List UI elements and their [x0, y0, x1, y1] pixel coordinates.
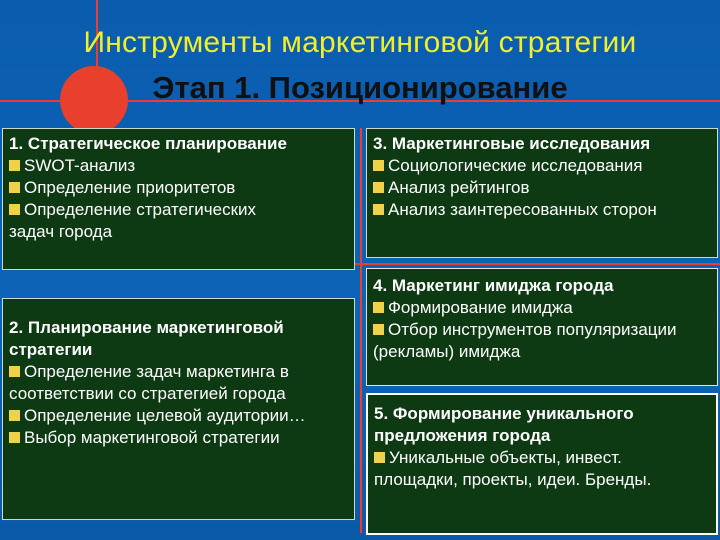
panel-marketing-research [366, 128, 718, 258]
square-bullet-icon [9, 160, 20, 171]
panel-marketing-strategy [2, 298, 355, 520]
square-bullet-icon [374, 452, 385, 463]
panel-unique-offer [366, 393, 718, 535]
panel-heading: 4. Маркетинг имиджа города [373, 276, 614, 295]
list-item: Отбор инструментов популяризации (рекламы) имиджа [373, 320, 677, 361]
list-item: SWOT-анализ [9, 155, 348, 177]
square-bullet-icon [9, 366, 20, 377]
square-bullet-icon [373, 204, 384, 215]
square-bullet-icon [9, 204, 20, 215]
square-bullet-icon [373, 324, 384, 335]
panel-heading: 2. Планирование маркетинговой стратегии [9, 318, 284, 359]
slide-subtitle: Этап 1. Позиционирование [152, 70, 568, 105]
list-item-continuation: задач города [9, 222, 113, 241]
list-item: Определение приоритетов [9, 177, 348, 199]
list-item: Определение задач маркетинга в соответствии со стратегией города [9, 362, 289, 403]
panel-city-image-marketing [366, 268, 718, 386]
deco-line-mid [355, 263, 720, 265]
panel-strategic-planning [2, 128, 355, 270]
list-item: Социологические исследования [373, 155, 711, 177]
square-bullet-icon [373, 302, 384, 313]
panel-heading: 1. Стратегическое планирование [9, 134, 287, 153]
square-bullet-icon [373, 182, 384, 193]
square-bullet-icon [373, 160, 384, 171]
list-item: Формирование имиджа [373, 297, 711, 319]
list-item: Выбор маркетинговой стратегии [9, 427, 348, 449]
list-item: Анализ заинтересованных сторон [373, 199, 711, 221]
panel-heading: 5. Формирование уникального предложения города [374, 404, 634, 445]
square-bullet-icon [9, 182, 20, 193]
deco-line-mid-v [360, 128, 362, 533]
list-item: Уникальные объекты, инвест. площадки, проекты, идеи. Бренды. [374, 448, 652, 489]
square-bullet-icon [9, 410, 20, 421]
panel-heading: 3. Маркетинговые исследования [373, 134, 651, 153]
slide-title: Инструменты маркетинговой стратегии [83, 26, 637, 59]
list-item: Анализ рейтингов [373, 177, 711, 199]
list-item: Определение целевой аудитории… [9, 405, 348, 427]
square-bullet-icon [9, 432, 20, 443]
list-item: Определение стратегических [9, 199, 348, 221]
